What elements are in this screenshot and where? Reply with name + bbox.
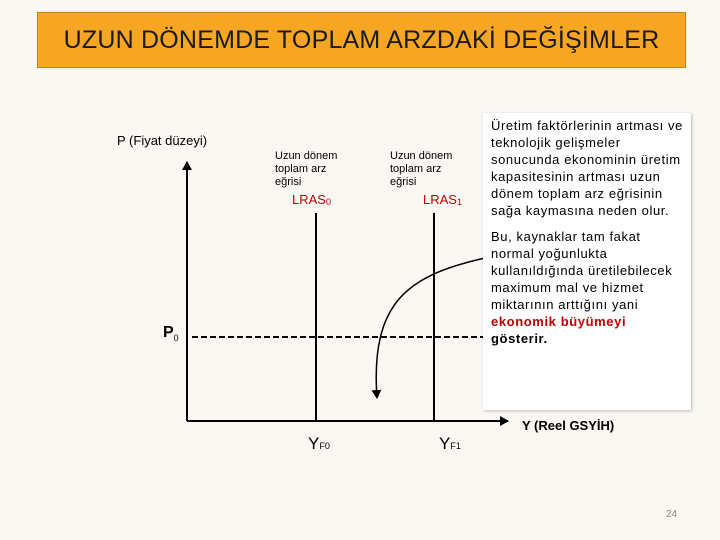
yf0-letter: Y [308, 434, 320, 453]
lras1-note-line-2: toplam arz [390, 163, 442, 175]
p0-subscript: 0 [173, 333, 179, 344]
explanation-p2-highlight: ekonomik büyümeyi [491, 314, 627, 329]
explanation-box [483, 113, 691, 410]
lras0-note [275, 150, 385, 189]
explanation-paragraph-1: Üretim faktörlerinin artması ve teknolojik gelişmeler sonucunda ekonominin üretim kapasitesinin artması uzun dönem toplam arz eğrisinin sağa kaymasına neden olur. [491, 118, 683, 218]
lras0-name: LRAS [292, 192, 326, 207]
yf1-letter: Y [439, 434, 451, 453]
p0-label [163, 324, 179, 343]
lras0-note-line-2: toplam arz [275, 163, 327, 175]
explanation-p2-end: gösterir. [491, 331, 548, 346]
lras0-note-line-1: Uzun dönem [275, 150, 338, 162]
lras0-subscript: 0 [325, 197, 331, 207]
lras0-label [292, 192, 331, 207]
lras1-label [423, 192, 462, 207]
y-axis-label: P (Fiyat düzeyi) [117, 133, 208, 148]
pointer-arrow [376, 258, 485, 398]
x-axis-label: Y (Reel GSYİH) [522, 418, 615, 433]
yf1-subscript: F1 [450, 441, 461, 451]
lras1-subscript: 1 [456, 197, 462, 207]
yf1-label [439, 434, 461, 454]
lras1-note-line-1: Uzun dönem [390, 150, 453, 162]
lras0-note-line-3: eğrisi [275, 176, 302, 188]
slide-title: UZUN DÖNEMDE TOPLAM ARZDAKİ DEĞİŞİMLER [63, 25, 660, 54]
lras1-note-line-3: eğrisi [390, 176, 417, 188]
yf0-subscript: F0 [319, 441, 330, 451]
explanation-p2-start: Bu, kaynaklar tam fakat normal yoğunlukta kullanıldığında üretilebilecek maximum mal ve hizmet miktarının arttığını yani [491, 229, 673, 312]
p0-letter: P [163, 324, 174, 341]
yf0-label [308, 434, 330, 454]
explanation-paragraph-2 [491, 228, 685, 347]
lras1-name: LRAS [423, 192, 457, 207]
page-number: 24 [666, 509, 678, 520]
